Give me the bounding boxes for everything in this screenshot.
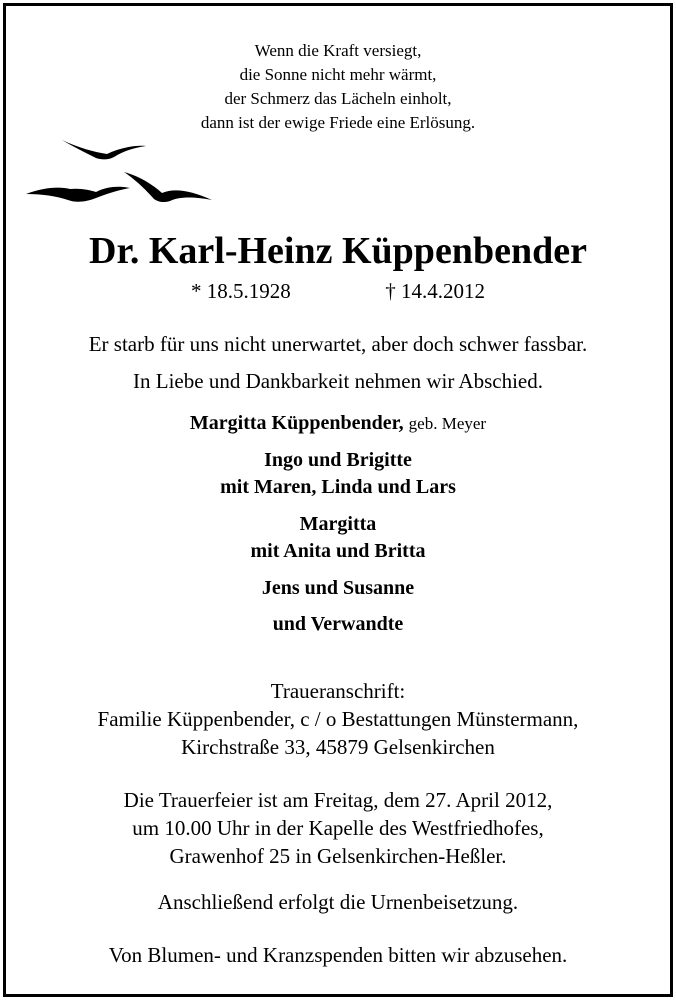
message-line: In Liebe und Dankbarkeit nehmen wir Abschied. (133, 369, 543, 393)
poem (6, 39, 670, 135)
flowers-note: Von Blumen- und Kranzspenden bitten wir abzusehen. (108, 943, 568, 967)
ceremony-line: um 10.00 Uhr in der Kapelle des Westfriedhofes, (132, 816, 544, 840)
birth-date: * 18.5.1928 (191, 279, 291, 303)
ceremony-line: Die Trauerfeier ist am Freitag, dem 27. April 2012, (123, 788, 553, 812)
bird-icon (26, 187, 130, 202)
bird-icon (124, 172, 212, 202)
family-line: Margitta (299, 513, 377, 535)
widow-name: Margitta Küppenbender, (189, 412, 404, 434)
poem-line: der Schmerz das Lächeln einholt, (224, 89, 452, 108)
burial-note: Anschließend erfolgt die Urnenbeisetzung. (157, 890, 519, 914)
relatives-line: und Verwandte (272, 613, 404, 635)
widow-maiden-name: geb. Meyer (408, 414, 487, 433)
family-line: Jens und Susanne (261, 577, 415, 599)
family-group (6, 511, 670, 565)
deceased-name: Dr. Karl-Heinz Küppenbender (89, 230, 587, 272)
address-line: Kirchstraße 33, 45879 Gelsenkirchen (181, 735, 495, 759)
family-line: mit Maren, Linda und Lars (220, 476, 456, 498)
address-line: Traueranschrift: (270, 679, 406, 703)
message-line: Er starb für uns nicht unerwartet, aber doch schwer fassbar. (88, 332, 588, 356)
address-line: Familie Küppenbender, c / o Bestattungen Münstermann, (97, 707, 579, 731)
poem-line: die Sonne nicht mehr wärmt, (239, 65, 437, 84)
death-date: † 14.4.2012 (385, 279, 485, 303)
mourning-address (6, 677, 670, 761)
family-group (6, 447, 670, 501)
family-line: Ingo und Brigitte (264, 449, 412, 471)
obituary-frame (3, 3, 673, 997)
bird-icon (62, 140, 146, 159)
widow-line (6, 410, 670, 437)
life-dates (6, 281, 670, 302)
ceremony-line: Grawenhof 25 in Gelsenkirchen-Heßler. (169, 844, 507, 868)
poem-line: Wenn die Kraft versiegt, (254, 41, 422, 60)
poem-line: dann ist der ewige Friede eine Erlösung. (200, 113, 476, 132)
family-line: mit Anita und Britta (250, 540, 426, 562)
ceremony-info (6, 786, 670, 870)
flying-birds-illustration (24, 130, 214, 216)
